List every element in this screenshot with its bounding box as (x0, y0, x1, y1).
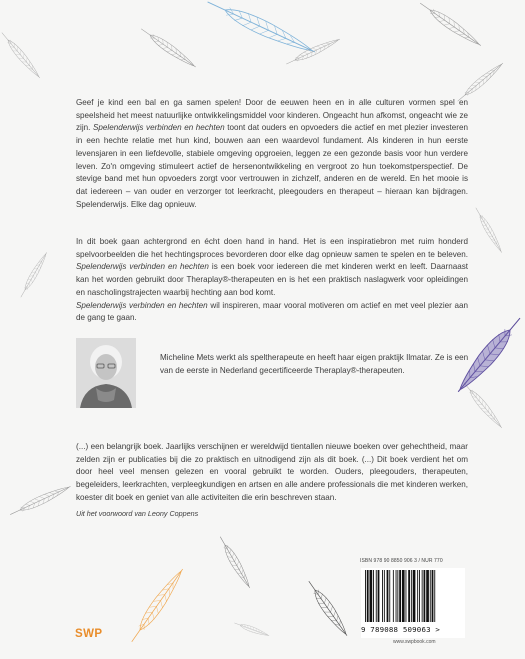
feather-blue (205, 0, 318, 58)
author-bio: Micheline Mets werkt als speltherapeute en heeft haar eigen praktijk Ilmatar. Ze is een van de eerste in Nederland gecertificeerde Theraplay®-therapeuten. (160, 353, 469, 375)
barcode-bar (382, 570, 383, 622)
feather-orange (127, 566, 187, 645)
quote-section (76, 441, 468, 520)
barcode-bar (411, 570, 412, 622)
barcode-digits: 9 789088 509063 > (361, 625, 441, 634)
middle-sentence-3: wil inspireren, maar vooral motiveren om actief en met veel plezier aan de gang te gaan. (76, 300, 468, 323)
middle-book-title-1: Spelenderwijs verbinden en hechten (76, 262, 209, 272)
author-photo (76, 338, 136, 408)
quote-source: Uit het voorwoord van Leony Coppens (76, 508, 199, 518)
quote-text: (...) een belangrijk boek. Jaarlijks verschijnen er wereldwijd tientallen nieuwe boeken over gehechtheid, maar zelden zijn er publicaties bij die zo praktisch en uitnodigend zijn als dit boek. (...) Dit boek verdient het om door heel veel mensen gelezen en vooral gebruikt te worden. Ouders, pleegouders, therapeuten, begeleiders, leerkrachten, verpleegkundigen en artsen en alle andere professionals die met kinderen werken, koester dit boek en geniet van alle activiteiten die erin beschreven staan. (76, 442, 468, 502)
barcode-bar (365, 570, 366, 622)
barcode-bar (432, 570, 434, 622)
barcode-bar (378, 570, 380, 622)
barcode-bar (393, 570, 394, 622)
feather-grey-corner (418, 0, 484, 49)
barcode-bar (426, 570, 429, 622)
intro-sentence-1: Geef je kind een bal en ga samen spelen! Door de eeuwen heen en in alle culturen vormen spel en speelsheid het meest natuurlijke ontwikkelingsmiddel voor kinderen. Ongeacht hun afkomst, ongeacht wie ze zijn. (76, 98, 468, 133)
middle-book-title-2: Spelenderwijs verbinden en hechten (76, 300, 208, 310)
barcode-bar (413, 570, 416, 622)
barcode-bar (384, 570, 385, 622)
feather-grey-right-mid (473, 206, 504, 254)
middle-paragraph (76, 236, 468, 325)
feather-grey-left (0, 30, 43, 80)
intro-sentence-2: toont dat ouders en opvoeders die actief en met plezier investeren in een hechte relatie met hun kind, bouwen aan een waardevol fundament. Als kinderen in hun eerste levensjaren in een liefdevolle, stabiele omgeving opgroeien, leggen ze een gezonde basis voor hun verdere leven. Zo'n omgeving stimuleert actief de hersenontwikkeling en vergroot zo hun toekomstperspectief. De stevige band met hun opvoeders zorgt voor vertrouwen in zichzelf, anderen en de wereld. En het mooie is dat iedereen – van ouder en verzorger tot leerkracht, pleegouders en therapeut – hieraan kan bijdragen. Spelenderwijs. Elke dag opnieuw. (76, 123, 469, 209)
barcode-bar (367, 570, 369, 622)
intro-book-title: Spelenderwijs verbinden en hechten (93, 123, 225, 133)
feather-grey-left-mid (18, 251, 49, 299)
barcode-bar (402, 570, 405, 622)
feather-grey-top-left (139, 25, 198, 70)
barcode-bar (399, 570, 401, 622)
barcode-bar (434, 570, 435, 622)
feather-bottom-small (233, 621, 270, 638)
barcode-bar (389, 570, 390, 622)
barcode-bar (387, 570, 389, 622)
barcode-bar (397, 570, 398, 622)
isbn-line: ISBN 978 90 8850 906 3 / NUR 770 (360, 558, 443, 564)
middle-sentence-2: is een boek voor iedereen die met kinderen werkt en leeft. Daarnaast kan het worden gebruikt door Theraplay®-therapeuten en is het een praktisch naslagwerk voor opleidingen en nascholingstrajecten waarbij hechting aan bod komt. (76, 262, 469, 297)
feather-grey-bottom-mid (217, 535, 254, 590)
publisher-website: www.swpbook.com (393, 639, 436, 645)
barcode-bar (417, 570, 418, 622)
barcode-bar (370, 570, 373, 622)
author-section (76, 338, 468, 408)
feather-dark-bottom (305, 578, 352, 638)
barcode-bar (373, 570, 374, 622)
intro-paragraph (76, 97, 468, 211)
barcode-bar (424, 570, 426, 622)
barcode-bar (422, 570, 423, 622)
publisher-logo: SWP (75, 628, 103, 640)
barcode-bar (419, 570, 420, 622)
barcode-bar (430, 570, 431, 622)
feather-grey-bottom-left (8, 483, 72, 519)
middle-sentence-1: In dit boek gaan achtergrond en écht doen hand in hand. Het is een inspiratiebron met ruim honderd spelvoorbeelden die het hechtingsproces bevorderen door elke dag opnieuw samen te spelen en te beleven. (76, 237, 468, 259)
barcode-bar (408, 570, 410, 622)
barcode-bar (396, 570, 397, 622)
barcode-bar (376, 570, 377, 622)
barcode-bar (406, 570, 407, 622)
